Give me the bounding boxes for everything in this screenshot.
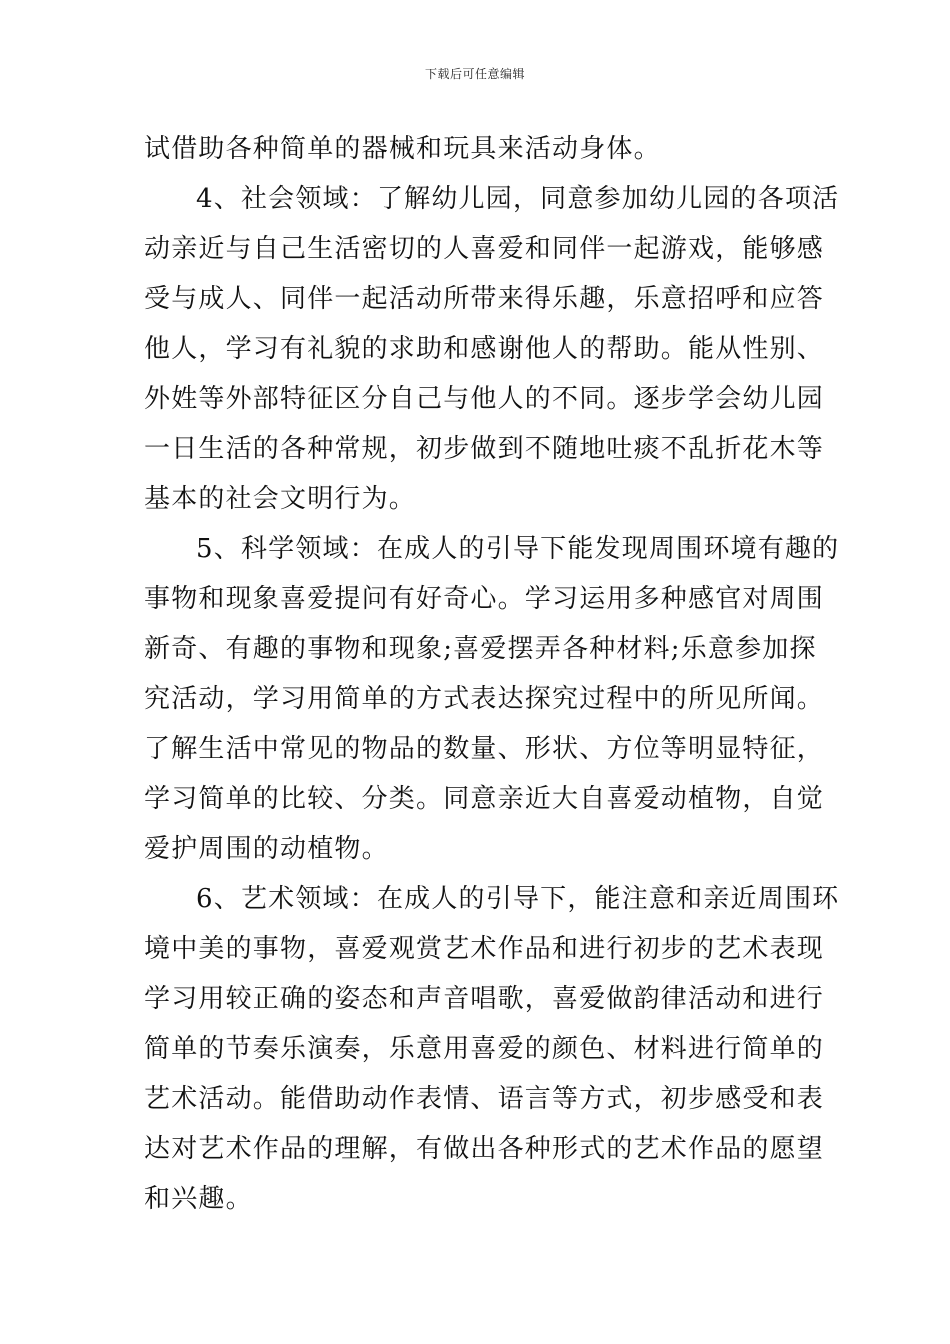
text-line: 爱护周围的动植物。 [144, 834, 389, 864]
text-line: 受与成人、同伴一起活动所带来得乐趣，乐意招呼和应答 [144, 284, 825, 314]
text-line: 基本的社会文明行为。 [144, 484, 417, 514]
text-line: 事物和现象喜爱提问有好奇心。学习运用多种感官对周围 [144, 584, 825, 614]
text-line: 动亲近与自己生活密切的人喜爱和同伴一起游戏，能够感 [144, 234, 825, 264]
text-line: 他人，学习有礼貌的求助和感谢他人的帮助。能从性别、 [144, 334, 825, 364]
section-heading-art: 6、艺术领域：在成人的引导下，能注意和亲近周围环 [196, 884, 840, 914]
text-line: 试借助各种简单的器械和玩具来活动身体。 [144, 134, 661, 164]
section-heading-science: 5、科学领域：在成人的引导下能发现周围环境有趣的 [196, 534, 840, 564]
text-line: 和兴趣。 [144, 1184, 253, 1214]
text-line: 境中美的事物，喜爱观赏艺术作品和进行初步的艺术表现 [144, 934, 825, 964]
text-line: 究活动，学习用简单的方式表达探究过程中的所见所闻。 [144, 684, 825, 714]
document-body [144, 124, 840, 1224]
section-heading-social: 4、社会领域：了解幼儿园，同意参加幼儿园的各项活 [196, 184, 840, 214]
text-line: 外姓等外部特征区分自己与他人的不同。逐步学会幼儿园 [144, 384, 825, 414]
text-line: 达对艺术作品的理解，有做出各种形式的艺术作品的愿望 [144, 1134, 825, 1164]
text-line: 新奇、有趣的事物和现象;喜爱摆弄各种材料;乐意参加探 [144, 634, 817, 664]
text-line: 简单的节奏乐演奏，乐意用喜爱的颜色、材料进行简单的 [144, 1034, 825, 1064]
text-line: 学习简单的比较、分类。同意亲近大自喜爱动植物，自觉 [144, 784, 825, 814]
page-header: 下载后可任意编辑 [424, 67, 525, 81]
text-line: 学习用较正确的姿态和声音唱歌，喜爱做韵律活动和进行 [144, 984, 825, 1014]
text-line: 一日生活的各种常规，初步做到不随地吐痰不乱折花木等 [144, 434, 825, 464]
text-line: 艺术活动。能借助动作表情、语言等方式，初步感受和表 [144, 1084, 825, 1114]
text-line: 了解生活中常见的物品的数量、形状、方位等明显特征， [144, 734, 825, 764]
